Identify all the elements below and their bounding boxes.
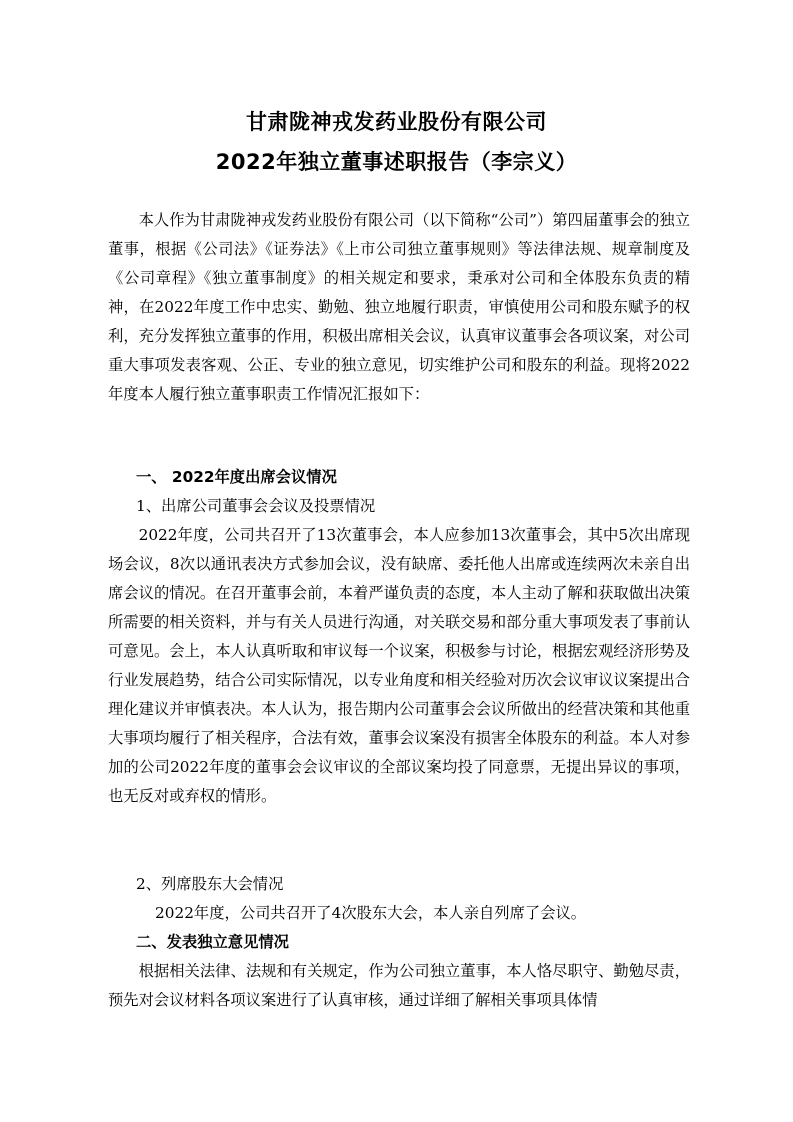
section1-board-meetings-paragraph: 2022年度，公司共召开了13次董事会，本人应参加13次董事会，其中5次出席现场会议，8次以通讯表决方式参加会议，没有缺席、委托他人出席或连续两次未亲自出席会议的情况。在召开董事会前，本着严谨负责的态度，本人主动了解和获取做出决策所需要的相关资料，并与有关人员进行沟通，对关联交易和部分重大事项发表了事前认可意见。会上，本人认真听取和审议每一个议案，积极参与讨论，根据宏观经济形势及行业发展趋势，结合公司实际情况，以专业角度和相关经验对历次会议审议议案提出合理化建议并审慎表决。本人认为，报告期内公司董事会会议所做出的经营决策和其他重大事项均履行了相关程序，合法有效，董事会议案没有损害全体股东的利益。本人对参加的公司2022年度的董事会会议审议的全部议案均投了同意票，无提出异议的事项，也无反对或弃权的情形。 [108, 526, 690, 805]
document-title-company: 甘肃陇神戎发药业股份有限公司 [246, 110, 547, 134]
section2-opinions-paragraph: 根据相关法律、法规和有关规定，作为公司独立董事，本人恪尽职守、勤勉尽责，预先对会议材料各项议案进行了认真审核，通过详细了解相关事项具体情 [108, 962, 690, 1009]
section1-subheading-board-meetings: 1、出席公司董事会会议及投票情况 [136, 497, 376, 515]
document-title-report: 2022年独立董事述职报告（李宗义） [215, 150, 578, 174]
section1-subheading-shareholder-meetings: 2、列席股东大会情况 [136, 875, 284, 893]
intro-paragraph: 本人作为甘肃陇神戎发药业股份有限公司（以下简称“公司”）第四届董事会的独立董事，根据《公司法》《证券法》《上市公司独立董事规则》等法律法规、规章制度及《公司章程》《独立董事制度》的相关规定和要求，秉承对公司和全体股东负责的精神，在2022年度工作中忠实、勤勉、独立地履行职责，审慎使用公司和股东赋予的权利，充分发挥独立董事的作用，积极出席相关会议，认真审议董事会各项议案，对公司重大事项发表客观、公正、专业的独立意见，切实维护公司和股东的利益。现将2022年度本人履行独立董事职责工作情况汇报如下： [108, 211, 690, 403]
section2-heading: 二、发表独立意见情况 [136, 933, 289, 951]
section1-heading: 一、 2022年度出席会议情况 [136, 468, 337, 486]
section1-shareholder-meetings-paragraph: 2022年度，公司共召开了4次股东大会，本人亲自列席了会议。 [155, 904, 587, 922]
